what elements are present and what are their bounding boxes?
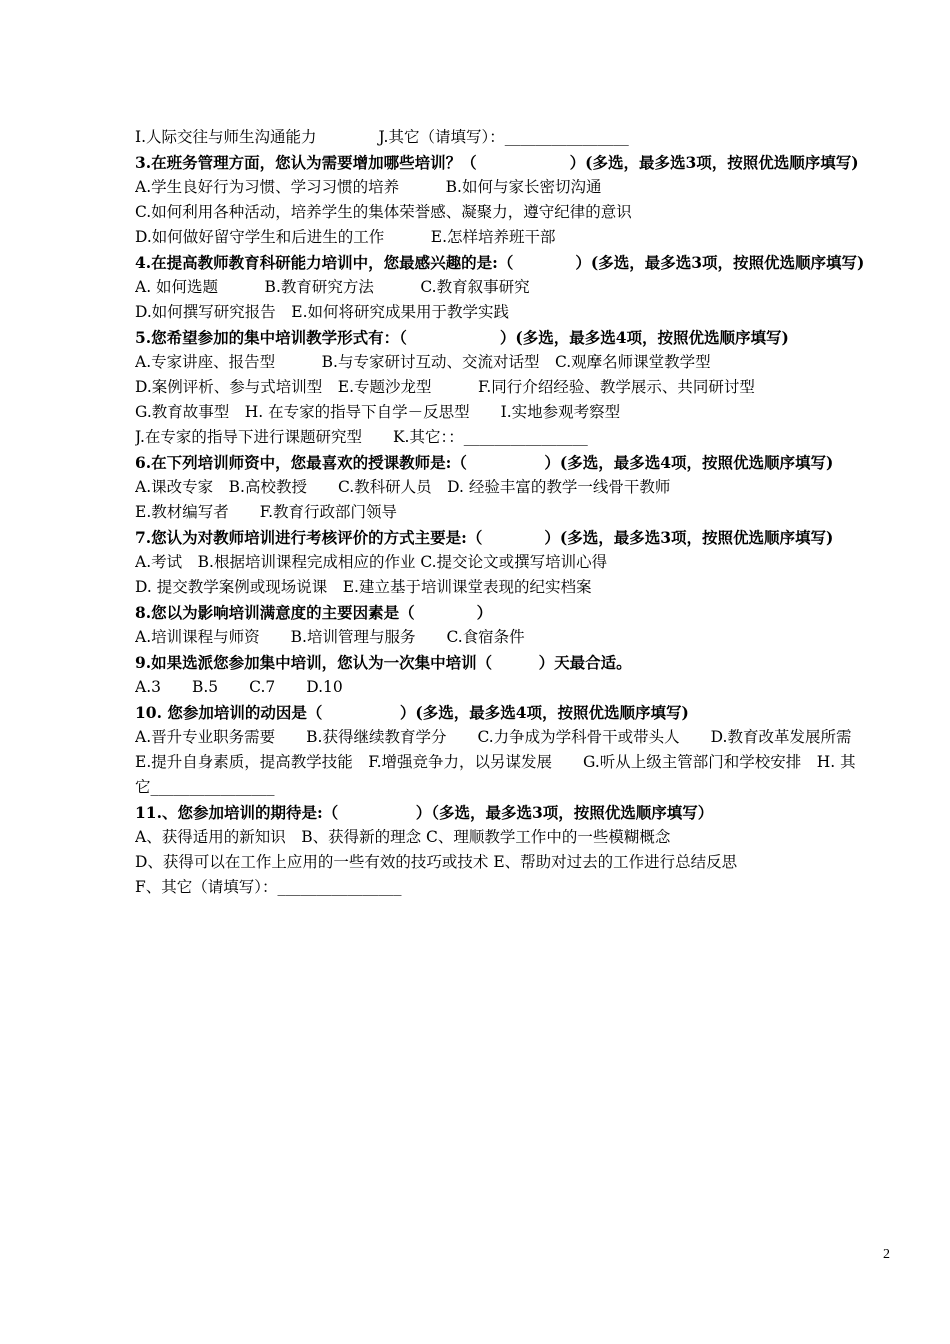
question-6: 6.在下列培训师资中，您最喜欢的授课教师是:（ ）(多选，最多选4项，按照优选顺序填写)	[135, 453, 834, 472]
option-line-6-a-d: A.课改专家 B.高校教授 C.教科研人员 D. 经验丰富的教学一线骨干教师	[135, 478, 671, 496]
option-line-3-a-b: A.学生良好行为习惯、学习习惯的培养 B.如何与家长密切沟通	[135, 178, 602, 196]
option-line-3-d-e: D.如何做好留守学生和后进生的工作 E.怎样培养班干部	[135, 228, 556, 246]
question-4: 4.在提高教师教育科研能力培训中，您最感兴趣的是:（ ）(多选，最多选3项，按照优选顺序填写)	[135, 253, 865, 272]
option-line-10-e-h: E.提升自身素质，提高教学技能 F.增强竞争力，以另谋发展 G.听从上级主管部门和学校安排 H. 其	[135, 753, 856, 771]
question-9: 9.如果选派您参加集中培训，您认为一次集中培训（ ）天最合适。	[135, 653, 632, 672]
questionnaire-content	[135, 125, 895, 900]
option-line-11-a-c: A、获得适用的新知识 B、获得新的理念 C、理顺教学工作中的一些模糊概念	[135, 828, 671, 846]
option-line-5-d-f: D.案例评析、参与式培训型 E.专题沙龙型 F.同行介绍经验、教学展示、共同研讨型	[135, 378, 755, 396]
question-3: 3.在班务管理方面，您认为需要增加哪些培训？（ ）(多选，最多选3项，按照优选顺序填写)	[135, 153, 859, 172]
option-line-9-a-d: A.3 B.5 C.7 D.10	[135, 678, 343, 696]
question-11: 11.、您参加培训的期待是:（ ）（多选，最多选3项，按照优选顺序填写）	[135, 803, 714, 822]
option-line-4-a-c: A. 如何选题 B.教育研究方法 C.教育叙事研究	[135, 278, 530, 296]
question-7: 7.您认为对教师培训进行考核评价的方式主要是:（ ）(多选，最多选3项，按照优选顺序填写)	[135, 528, 834, 547]
option-line-5-j-k: J.在专家的指导下进行课题研究型 K.其它：：________________	[135, 428, 588, 446]
option-line-11-f: F、其它（请填写）：________________	[135, 878, 402, 896]
question-10: 10. 您参加培训的动因是（ ）(多选，最多选4项，按照优选顺序填写)	[135, 703, 689, 722]
option-line-6-e-f: E.教材编写者 F.教育行政部门领导	[135, 503, 398, 521]
option-line-8-a-c: A.培训课程与师资 B.培训管理与服务 C.食宿条件	[135, 628, 525, 646]
option-line-7-d-e: D. 提交教学案例或现场说课 E.建立基于培训课堂表现的纪实档案	[135, 578, 592, 596]
question-5: 5.您希望参加的集中培训教学形式有：（ ）(多选，最多选4项，按照优选顺序填写)	[135, 328, 789, 347]
page-number: 2	[883, 1247, 890, 1262]
option-line-11-d-e: D、获得可以在工作上应用的一些有效的技巧或技术 E、帮助对过去的工作进行总结反思	[135, 853, 738, 871]
question-8: 8.您以为影响培训满意度的主要因素是（ ）	[135, 603, 493, 622]
option-line-5-a-c: A.专家讲座、报告型 B.与专家研讨互动、交流对话型 C.观摩名师课堂教学型	[135, 353, 711, 371]
option-line-2-i-j: I.人际交往与师生沟通能力 J.其它（请填写）：________________	[135, 128, 629, 146]
option-line-10-a-d: A.晋升专业职务需要 B.获得继续教育学分 C.力争成为学科骨干或带头人 D.教育改革发展所需	[135, 728, 852, 746]
option-line-4-d-e: D.如何撰写研究报告 E.如何将研究成果用于教学实践	[135, 303, 510, 321]
option-line-3-c: C.如何利用各种活动，培养学生的集体荣誉感、凝聚力，遵守纪律的意识	[135, 203, 632, 221]
option-line-5-g-i: G.教育故事型 H. 在专家的指导下自学－反思型 I.实地参观考察型	[135, 403, 621, 421]
option-line-10-other: 它________________	[135, 778, 275, 796]
option-line-7-a-c: A.考试 B.根据培训课程完成相应的作业 C.提交论文或撰写培训心得	[135, 553, 608, 571]
